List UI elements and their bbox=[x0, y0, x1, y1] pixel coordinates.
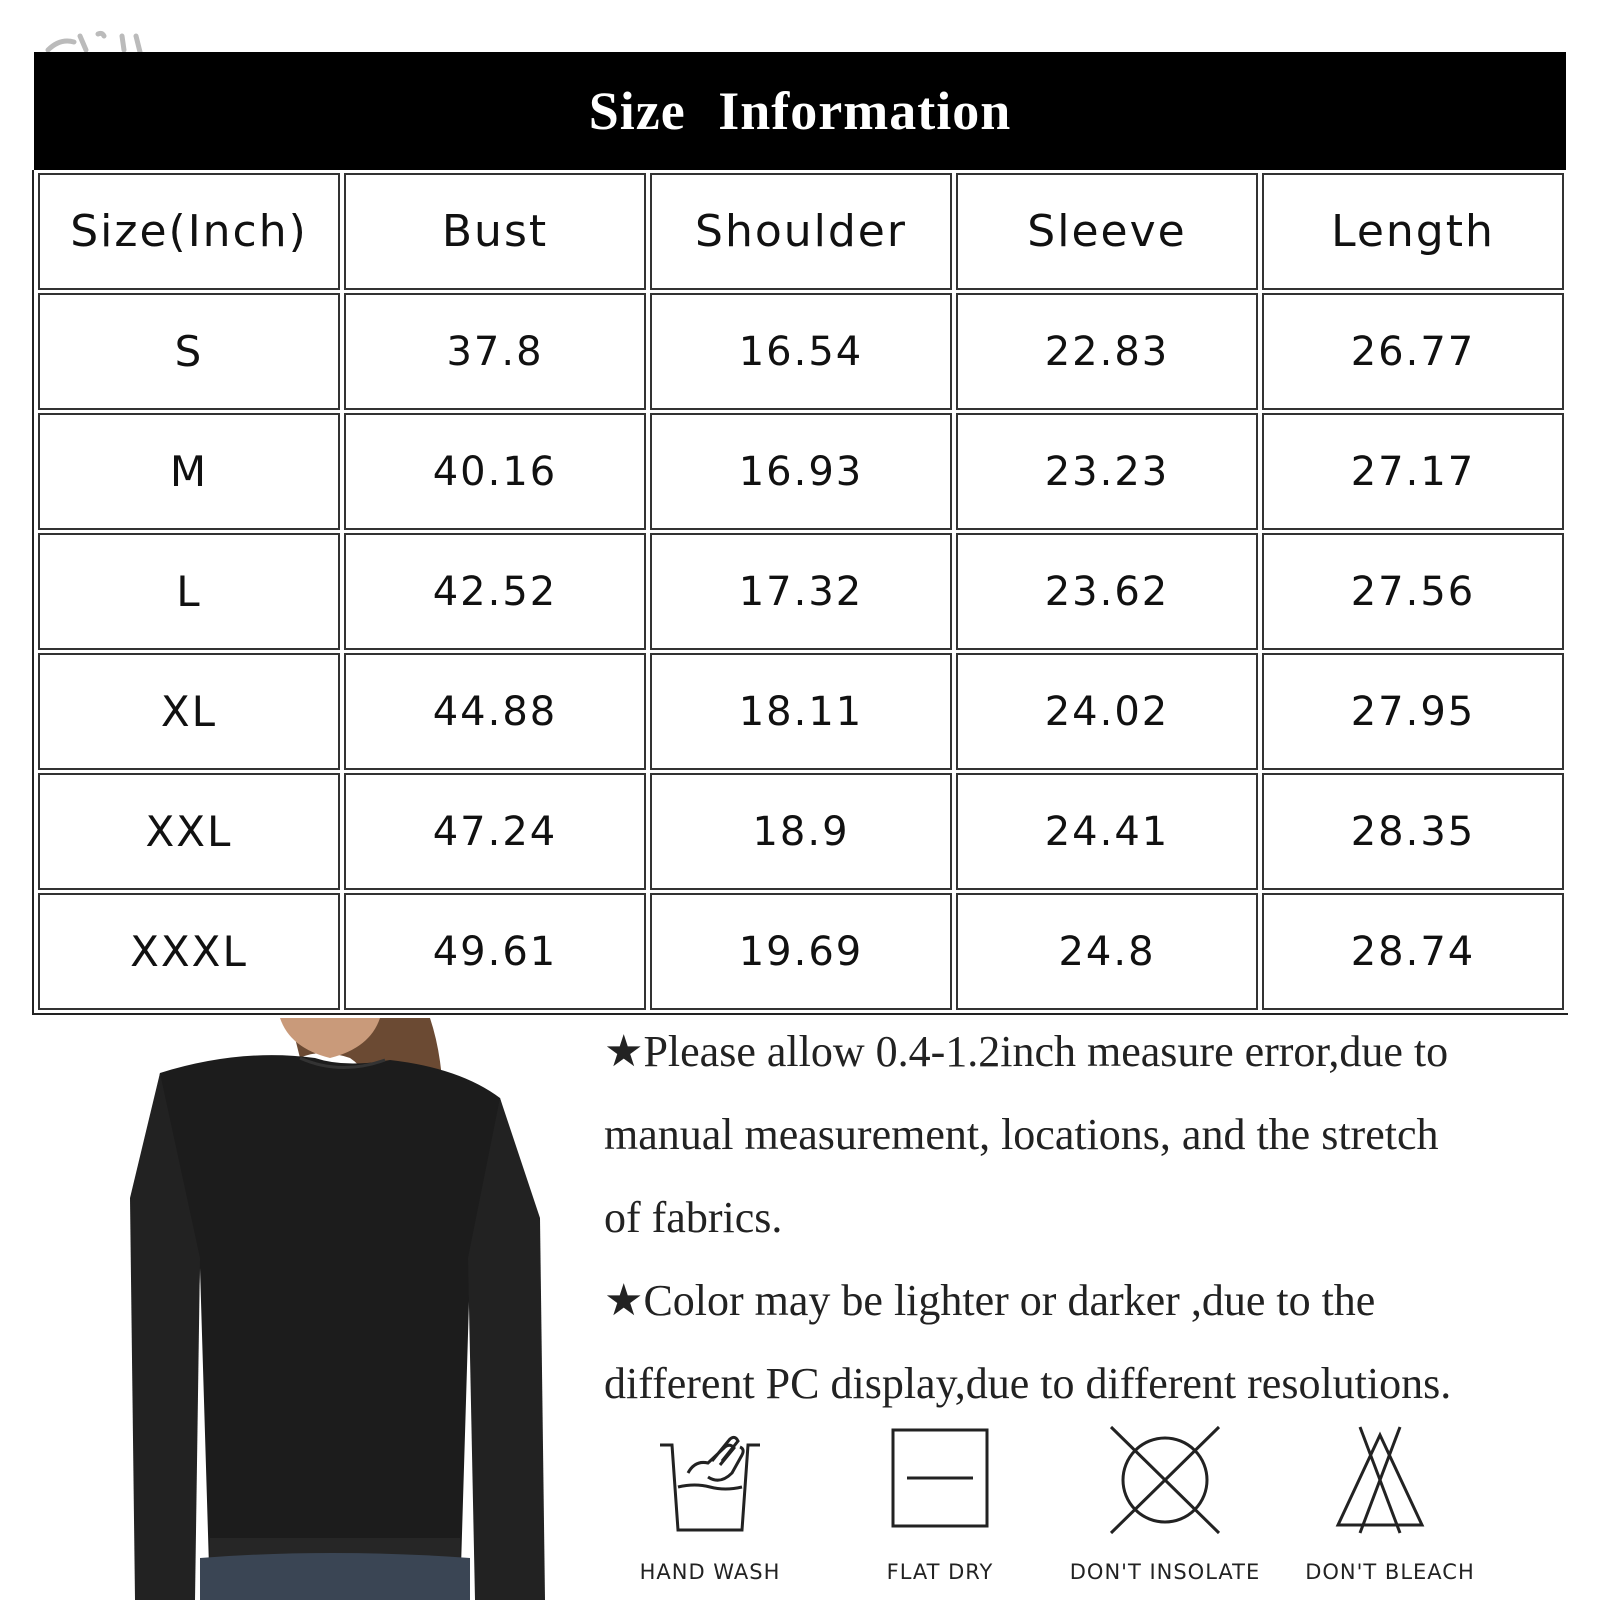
note-line: different PC display,due to different resolutions. bbox=[604, 1359, 1452, 1408]
dont-bleach-icon bbox=[1320, 1425, 1440, 1535]
care-item-hand-wash bbox=[605, 1425, 815, 1535]
hand-wash-icon bbox=[650, 1425, 770, 1535]
care-item-flat-dry bbox=[835, 1425, 1045, 1535]
care-item-dont-insolate bbox=[1060, 1425, 1270, 1535]
note-line: ★Color may be lighter or darker ,due to the bbox=[604, 1276, 1376, 1325]
care-label-dont-insolate: DON'T INSOLATE bbox=[1069, 1560, 1261, 1584]
sleeve-cell: 24.8 bbox=[956, 893, 1258, 1010]
care-label-dont-bleach: DON'T BLEACH bbox=[1305, 1560, 1475, 1584]
length-cell: 27.17 bbox=[1262, 413, 1564, 530]
table-row bbox=[38, 893, 1564, 1010]
size-cell: L bbox=[38, 533, 340, 650]
bust-cell: 44.88 bbox=[344, 653, 646, 770]
shoulder-cell: 16.54 bbox=[650, 293, 952, 410]
table-row bbox=[38, 413, 1564, 530]
note-line: of fabrics. bbox=[604, 1193, 783, 1242]
length-cell: 27.95 bbox=[1262, 653, 1564, 770]
page-title: Size Information bbox=[588, 81, 1012, 141]
column-header-shoulder: Shoulder bbox=[650, 173, 952, 290]
column-header-bust: Bust bbox=[344, 173, 646, 290]
column-header-size: Size(Inch) bbox=[38, 173, 340, 290]
column-header-length: Length bbox=[1262, 173, 1564, 290]
length-cell: 27.56 bbox=[1262, 533, 1564, 650]
column-header-sleeve: Sleeve bbox=[956, 173, 1258, 290]
shoulder-cell: 18.9 bbox=[650, 773, 952, 890]
sleeve-cell: 23.62 bbox=[956, 533, 1258, 650]
note-line: manual measurement, locations, and the stretch bbox=[604, 1110, 1439, 1159]
bust-cell: 47.24 bbox=[344, 773, 646, 890]
care-label-hand-wash: HAND WASH bbox=[639, 1560, 781, 1584]
dont-insolate-icon bbox=[1105, 1425, 1225, 1535]
size-cell: S bbox=[38, 293, 340, 410]
table-row bbox=[38, 653, 1564, 770]
sleeve-cell: 22.83 bbox=[956, 293, 1258, 410]
size-cell: XXL bbox=[38, 773, 340, 890]
care-label-flat-dry: FLAT DRY bbox=[886, 1560, 994, 1584]
length-cell: 28.35 bbox=[1262, 773, 1564, 890]
flat-dry-icon bbox=[885, 1425, 995, 1535]
sleeve-cell: 24.41 bbox=[956, 773, 1258, 890]
sleeve-cell: 23.23 bbox=[956, 413, 1258, 530]
shoulder-cell: 18.11 bbox=[650, 653, 952, 770]
size-cell: XXXL bbox=[38, 893, 340, 1010]
table-row bbox=[38, 773, 1564, 890]
size-table bbox=[32, 170, 1568, 1015]
length-cell: 28.74 bbox=[1262, 893, 1564, 1010]
table-row bbox=[38, 293, 1564, 410]
title-bar bbox=[34, 52, 1566, 170]
bust-cell: 49.61 bbox=[344, 893, 646, 1010]
care-item-dont-bleach bbox=[1275, 1425, 1485, 1535]
size-cell: M bbox=[38, 413, 340, 530]
length-cell: 26.77 bbox=[1262, 293, 1564, 410]
note-line: ★Please allow 0.4-1.2inch measure error,due to bbox=[604, 1027, 1449, 1076]
bust-cell: 37.8 bbox=[344, 293, 646, 410]
table-header-row bbox=[38, 173, 1564, 290]
bust-cell: 42.52 bbox=[344, 533, 646, 650]
table-row bbox=[38, 533, 1564, 650]
bust-cell: 40.16 bbox=[344, 413, 646, 530]
size-cell: XL bbox=[38, 653, 340, 770]
notes-block bbox=[604, 1010, 1564, 1425]
shoulder-cell: 19.69 bbox=[650, 893, 952, 1010]
sleeve-cell: 24.02 bbox=[956, 653, 1258, 770]
shoulder-cell: 17.32 bbox=[650, 533, 952, 650]
shoulder-cell: 16.93 bbox=[650, 413, 952, 530]
model-photo bbox=[100, 1018, 560, 1600]
